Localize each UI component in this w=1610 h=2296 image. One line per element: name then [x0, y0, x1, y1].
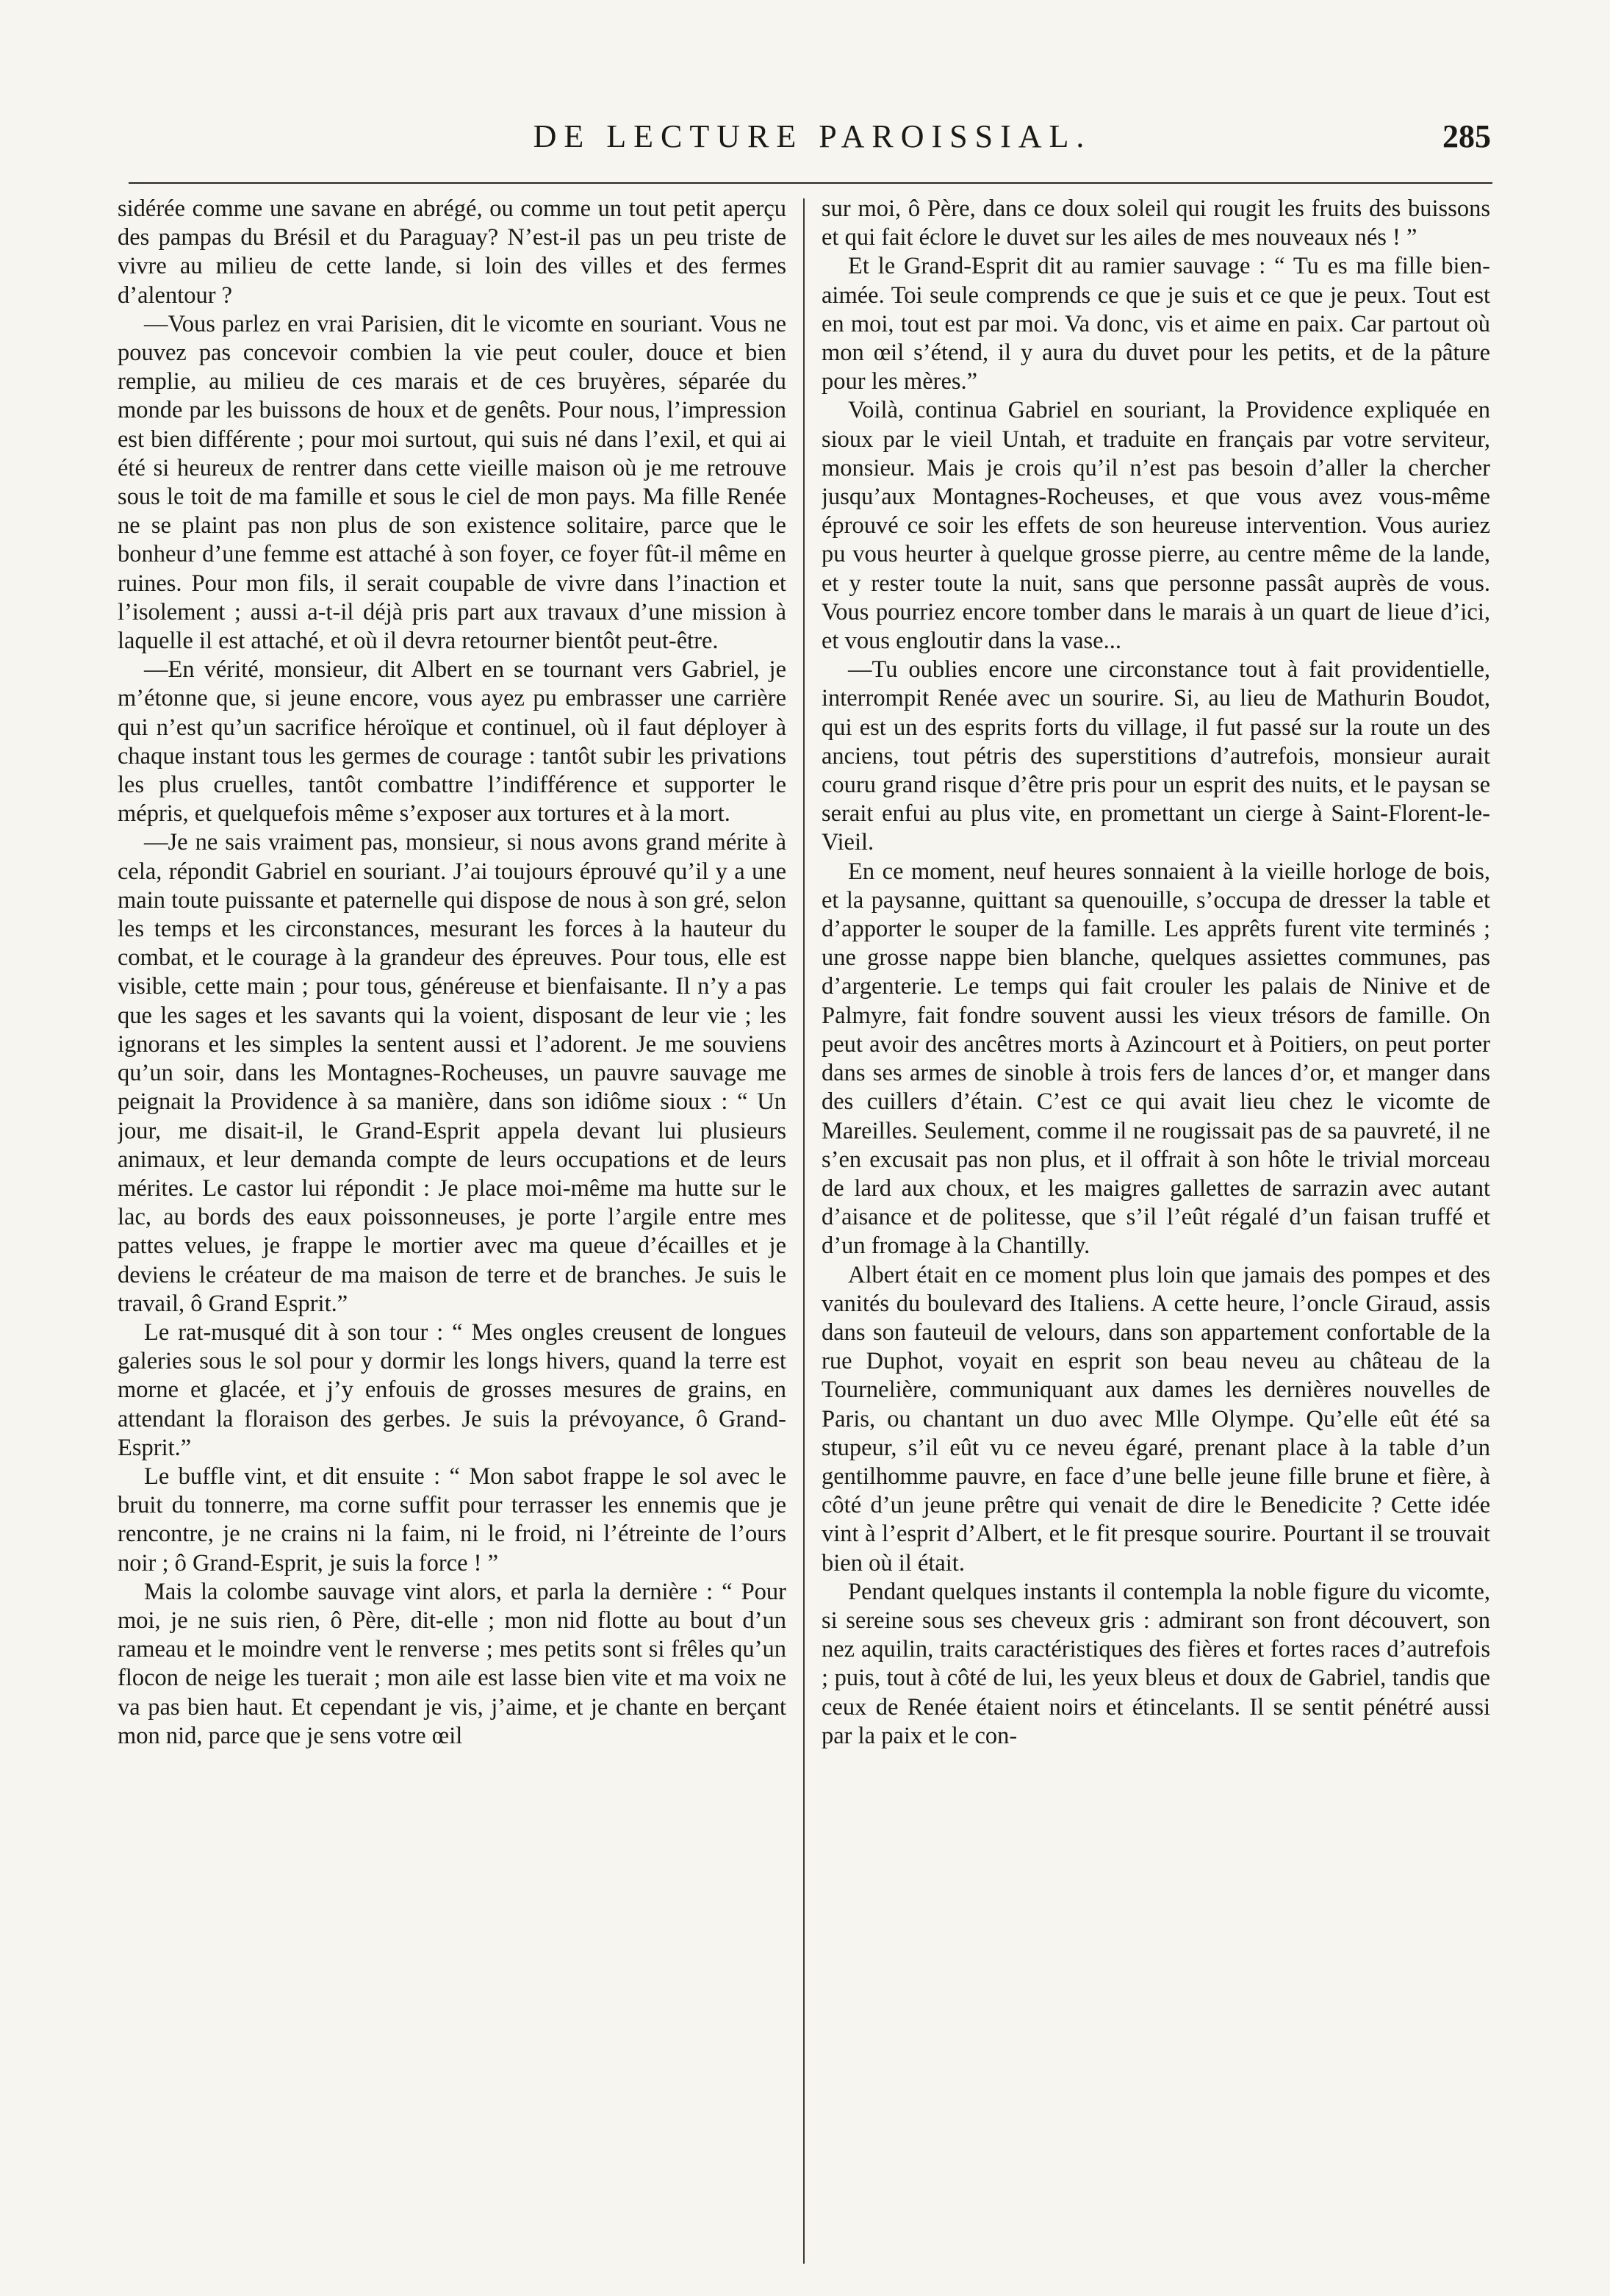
left-column	[118, 195, 786, 2267]
paragraph: sur moi, ô Père, dans ce doux soleil qui rougit les fruits des buissons et qui fait éclore le duvet sur les ailes de mes nouveaux nés ! ”	[822, 195, 1490, 251]
paragraph: sidérée comme une savane en abrégé, ou comme un tout petit aperçu des pampas du Brésil et du Paraguay? N’est-il pas un peu triste de vivre au milieu de cette lande, si loin des villes et des fermes d’alentour ?	[118, 195, 786, 309]
paragraph: Albert était en ce moment plus loin que jamais des pompes et des vanités du boulevard des Italiens. A cette heure, l’oncle Giraud, assis dans son fauteuil de velours, dans son appartement confortable de la rue Duphot, voyait en esprit son beau neveu au château de la Tournelière, communiquant aux dames les dernières nouvelles de Paris, ou chantant un duo avec Mlle Olympe. Qu’elle eût été sa stupeur, s’il eût vu ce neveu égaré, prenant place à la table d’un gentilhomme pauvre, en face d’une belle jeune fille brune et fière, à côté d’un jeune prêtre qui venait de dire le Benedicite ? Cette idée vint à l’esprit d’Albert, et le fit presque sourire. Pourtant il se trouvait bien où il était.	[822, 1261, 1490, 1576]
page-header	[125, 118, 1500, 169]
paragraph: Mais la colombe sauvage vint alors, et parla la dernière : “ Pour moi, je ne suis rien, ô Père, dit-elle ; mon nid flotte au bout d’un rameau et le moindre vent le renverse ; mes petits sont si frêles qu’un flocon de neige les tuerait ; mon aile est lasse bien vite et ma voix ne va pas bien haut. Et cependant je vis, j’aime, et je chante en berçant mon nid, parce que je sens votre œil	[118, 1578, 786, 1749]
column-divider	[803, 198, 805, 2264]
paragraph: —Vous parlez en vrai Parisien, dit le vicomte en souriant. Vous ne pouvez pas concevoir combien la vie peut couler, douce et bien remplie, au milieu de ces marais et de ces bruyères, séparée du monde par les buissons de houx et de genêts. Pour nous, l’impression est bien différente ; pour moi surtout, qui suis né dans l’exil, et qui ai été si heureux de rentrer dans cette vieille maison où je me retrouve sous le toit de ma famille et sous le ciel de mon pays. Ma fille Renée ne se plaint pas non plus de son existence solitaire, parce que le bonheur d’une femme est attaché à son foyer, ce foyer fût-il même en ruines. Pour mon fils, il serait coupable de vivre dans l’inaction et l’isolement ; aussi a-t-il déjà pris part aux travaux d’une mission à laquelle il est attaché, et où il devra retourner bientôt peut-être.	[118, 310, 786, 655]
paragraph: Le rat-musqué dit à son tour : “ Mes ongles creusent de longues galeries sous le sol pour y dormir les longs hivers, quand la terre est morne et glacée, et j’y enfouis de grosses mesures de grains, en attendant la floraison des gerbes. Je suis la prévoyance, ô Grand-Esprit.”	[118, 1319, 786, 1461]
running-title: DE LECTURE PAROISSIAL.	[533, 118, 1092, 154]
header-rule	[129, 182, 1492, 184]
page-number: 285	[1442, 118, 1491, 154]
paragraph: Pendant quelques instants il contempla la noble figure du vicomte, si sereine sous ses cheveux gris : admirant son front découvert, son nez aquilin, traits caractéristiques des fières et fortes races d’autrefois ; puis, tout à côté de lui, les yeux bleus et doux de Gabriel, tandis que ceux de Renée étaient noirs et étincelants. Il se sentit pénétré aussi par la paix et le con-	[822, 1578, 1490, 1749]
paragraph: —En vérité, monsieur, dit Albert en se tournant vers Gabriel, je m’étonne que, si jeune encore, vous ayez pu embrasser une carrière qui n’est qu’un sacrifice héroïque et continuel, où il faut déployer à chaque instant tous les germes de courage : tantôt subir les privations les plus cruelles, tantôt combattre l’indifférence et supporter le mépris, et quelquefois même s’exposer aux tortures et à la mort.	[118, 656, 786, 828]
paragraph: En ce moment, neuf heures sonnaient à la vieille horloge de bois, et la paysanne, quittant sa quenouille, s’occupa de dresser la table et d’apporter le souper de la famille. Les apprêts furent vite terminés ; une grosse nappe bien blanche, quelques assiettes communes, pas d’argenterie. Le temps qui fait crouler les palais de Ninive et de Palmyre, fait fondre souvent aussi les vieux trésors de famille. On peut avoir des ancêtres morts à Azincourt et à Poitiers, on peut porter dans ses armes de sinoble à trois fers de lances d’or, et manger dans des cuillers d’étain. C’est ce qui avait lieu chez le vicomte de Mareilles. Seulement, comme il ne rougissait pas de sa pauvreté, il ne s’en excusait pas non plus, et il offrait à son hôte le trivial morceau de lard aux choux, et les maigres gallettes de sarrazin avec autant d’aisance et de politesse, que s’il l’eût régalé d’un faisan truffé et d’un fromage à la Chantilly.	[822, 858, 1490, 1260]
paragraph: Et le Grand-Esprit dit au ramier sauvage : “ Tu es ma fille bien-aimée. Toi seule comprends ce que je suis et ce que je peux. Tout est en moi, tout est par moi. Va donc, vis et aime en paix. Car partout où mon œil s’étend, il y aura du duvet pour les petits, et de la pâture pour les mères.”	[822, 253, 1490, 395]
paragraph: Le buffle vint, et dit ensuite : “ Mon sabot frappe le sol avec le bruit du tonnerre, ma corne suffit pour terrasser les ennemis que je rencontre, je ne crains ni la faim, ni le froid, ni l’étreinte de l’ours noir ; ô Grand-Esprit, je suis la force ! ”	[118, 1463, 786, 1576]
paragraph: —Je ne sais vraiment pas, monsieur, si nous avons grand mérite à cela, répondit Gabriel en souriant. J’ai toujours éprouvé qu’il y a une main toute puissante et paternelle qui dispose de nous à son gré, selon les temps et les circonstances, mesurant les forces à la hauteur du combat, et le courage à la grandeur des épreuves. Pour tous, elle est visible, cette main ; pour tous, généreuse et bienfaisante. Il n’y a pas que les sages et les savants qui la voient, disposant de leur vie ; les ignorans et les simples la sentent aussi et l’adorent. Je me souviens qu’un soir, dans les Montagnes-Rocheuses, un pauvre sauvage me peignait la Providence à sa manière, dans son idiôme sioux : “ Un jour, me disait-il, le Grand-Esprit appela devant lui plusieurs animaux, et leur demanda compte de leurs occupations et de leurs mérites. Le castor lui répondit : Je place moi-même ma hutte sur le lac, au bords des eaux poissonneuses, je porte l’argile entre mes pattes velues, je frappe le mortier avec ma queue d’écailles et je deviens le créateur de ma maison de terre et de branches. Je suis le travail, ô Grand Esprit.”	[118, 829, 786, 1317]
paragraph: —Tu oublies encore une circonstance tout à fait providentielle, interrompit Renée avec un sourire. Si, au lieu de Mathurin Boudot, qui est un des esprits forts du village, il fut passé sur la route un des anciens, tout pétris des superstitions d’autrefois, monsieur aurait couru grand risque d’être pris pour un esprit des nuits, et le paysan se serait enfui au plus vite, en promettant un cierge à Saint-Florent-le-Vieil.	[822, 656, 1490, 856]
paragraph: Voilà, continua Gabriel en souriant, la Providence expliquée en sioux par le vieil Untah, et traduite en français par votre serviteur, monsieur. Mais je crois qu’il n’est pas besoin d’aller la chercher jusqu’aux Montagnes-Rocheuses, et que vous avez vous-même éprouvé ce soir les effets de son heureuse intervention. Vous auriez pu vous heurter à quelque grosse pierre, au centre même de la lande, et y rester toute la nuit, sans que personne passât auprès de vous. Vous pourriez encore tomber dans le marais à un quart de lieue d’ici, et vous engloutir dans la vase...	[822, 397, 1490, 655]
right-column	[822, 195, 1490, 2267]
text-columns	[118, 195, 1499, 2267]
